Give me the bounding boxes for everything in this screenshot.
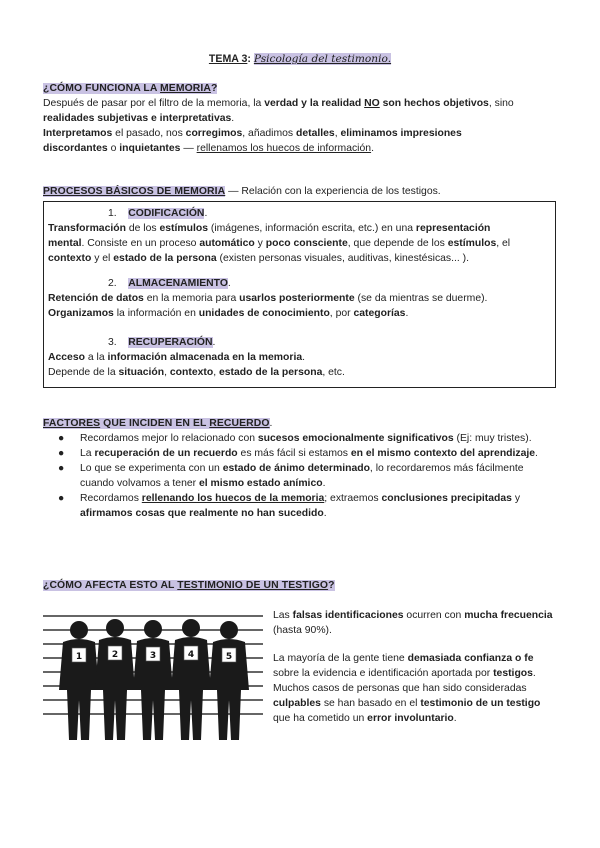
section1-paragraph-1: Después de pasar por el filtro de la memoria, la verdad y la realidad NO son hechos objetivos, sino realidades subjetivas e interpretativas. <box>43 98 514 124</box>
title-prefix: TEMA 3 <box>208 53 248 65</box>
lineup-number-5: 5 <box>225 652 233 662</box>
item3-text: Acceso a la información almacenada en la memoria. Depende de la situación, contexto, estado de la persona, etc. <box>48 352 345 378</box>
section1-paragraph-2: Interpretamos el pasado, nos corregimos, añadimos detalles, eliminamos impresiones discordantes o inquietantes — rellenamos los huecos de información. <box>43 128 462 154</box>
list-item: ● Recordamos mejor lo relacionado con sucesos emocionalmente significativos (Ej: muy tristes). <box>58 433 532 444</box>
item1-text: Transformación de los estímulos (imágenes, información escrita, etc.) en una representación mental. Consiste en un proceso automático y poco consciente, que depende de los estímulos, el contexto y el estado de la persona (existen personas visuales, auditivas, kinestésicas... ). <box>48 223 511 264</box>
police-lineup-image <box>43 608 263 740</box>
memory-processes-box: 1. CODIFICACIÓN. Transformación de los estímulos (imágenes, información escrita, etc.) en una representación mental. Consiste en un proceso automático y poco consciente, que depende de los estímulos, el contexto y el estado de la persona (existen personas visuales, auditivas, kinestésicas... ). 2. ALMACENAMIENTO. Retención de datos en la memoria para usarlos posteriormente (se da mientras se duerme). Organizamos la información en unidades de conocimiento, por categorías. 3. RECUPERACIÓN. Acceso a la información almacenada en la memoria. Depende de la situación, contexto, estado de la persona, etc. <box>43 201 556 388</box>
section1-heading: ¿CÓMO FUNCIONA LA MEMORIA? <box>43 83 218 94</box>
section3-heading: FACTORES QUE INCIDEN EN EL RECUERDO. <box>43 418 273 429</box>
section2-heading: PROCESOS BÁSICOS DE MEMORIA — Relación con la experiencia de los testigos. <box>43 186 441 197</box>
factors-list <box>43 431 555 521</box>
list-item: ● La recuperación de un recuerdo es más fácil si estamos en el mismo contexto del aprendizaje. <box>58 448 538 459</box>
page-title <box>0 52 600 67</box>
section4-paragraph-2: La mayoría de la gente tiene demasiada confianza o fe sobre la evidencia e identificación aportada por testigos. Muchos casos de personas que han sido consideradas culpables se han basado en el testimonio de un testigo que ha cometido un error involuntario. <box>273 653 541 724</box>
lineup-number-3: 3 <box>149 651 157 661</box>
title-colon: : <box>247 53 251 65</box>
lineup-number-2: 2 <box>111 650 119 660</box>
section4-paragraph-1: Las falsas identificaciones ocurren con mucha frecuencia (hasta 90%). <box>273 610 553 636</box>
item2-text: Retención de datos en la memoria para usarlos posteriormente (se da mientras se duerme). Organizamos la información en unidades de conocimiento, por categorías. <box>48 293 488 319</box>
list-item: ● Lo que se experimenta con un estado de ánimo determinado, lo recordaremos más fácilmente cuando volvamos a tener el mismo estado anímico. <box>58 463 524 489</box>
lineup-number-4: 4 <box>187 650 195 660</box>
section4-heading: ¿CÓMO AFECTA ESTO AL TESTIMONIO DE UN TESTIGO? <box>43 580 335 591</box>
lineup-number-1: 1 <box>75 652 83 662</box>
title-subtitle: Psicología del testimonio. <box>253 53 392 65</box>
list-item: ● Recordamos rellenando los huecos de la memoria; extraemos conclusiones precipitadas y afirmamos cosas que realmente no han sucedido. <box>58 493 521 519</box>
lineup-illustration <box>43 608 263 740</box>
